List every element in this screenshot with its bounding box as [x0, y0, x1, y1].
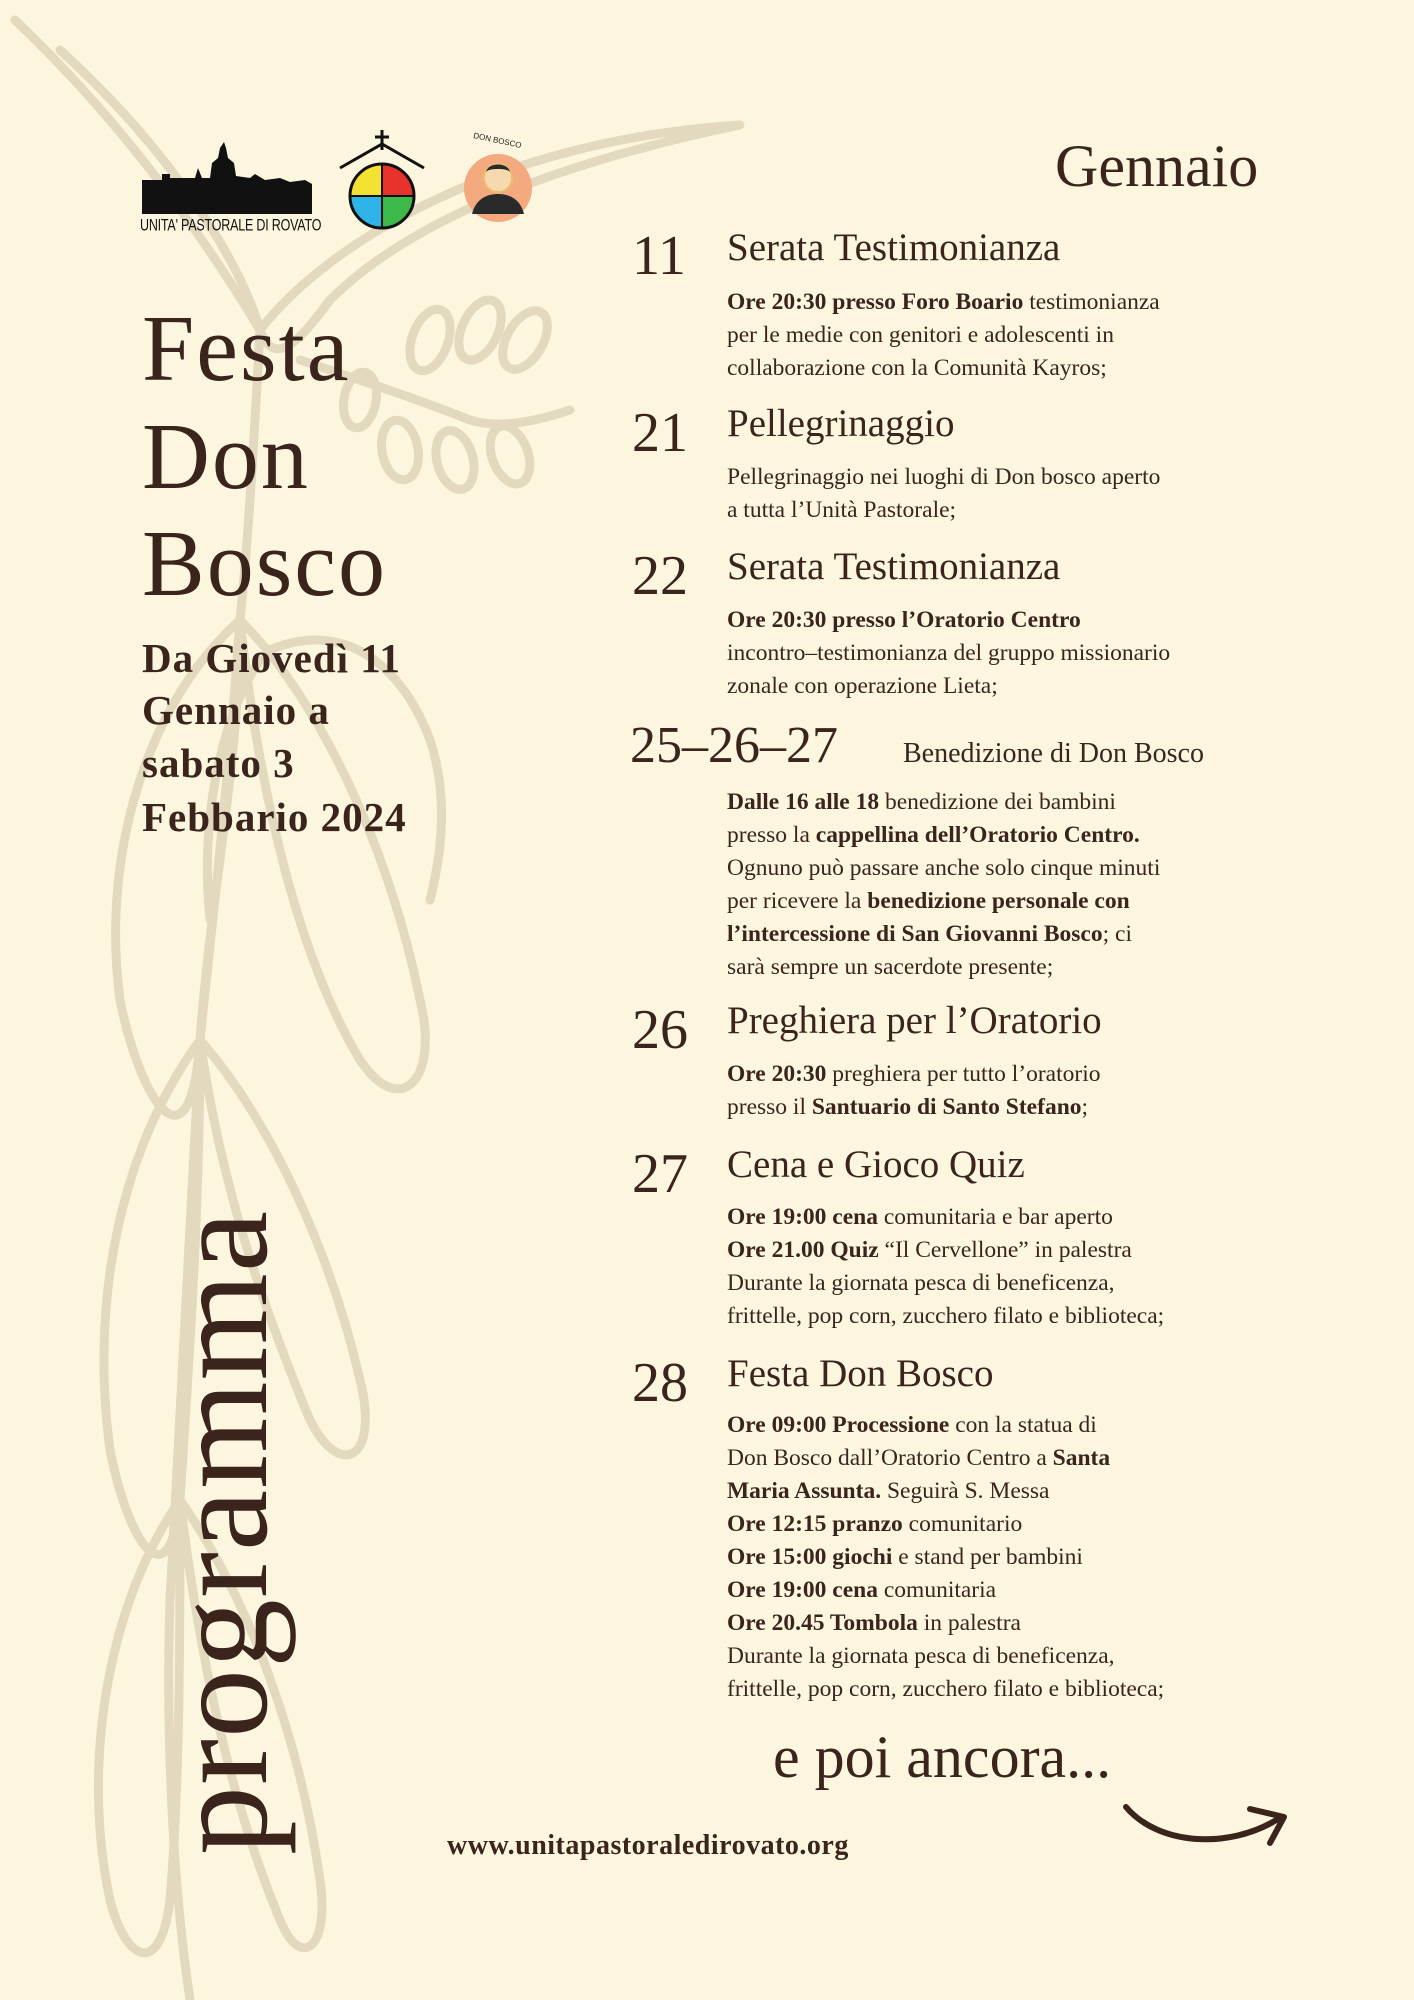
event-description-line [727, 1442, 1164, 1475]
bold-text: benedizione personale con [867, 888, 1130, 914]
event-description-line [727, 1673, 1164, 1706]
event-description-line [727, 951, 1160, 984]
event-description-line [727, 1640, 1164, 1673]
event-day: 25–26–27 [630, 717, 838, 774]
event-description-line [727, 1409, 1164, 1442]
text: comunitario [902, 1511, 1023, 1537]
bold-text: Ore 12:15 pranzo [727, 1511, 903, 1537]
event-description-line [727, 637, 1170, 670]
bold-text: Ore 20.45 Tombola [727, 1610, 918, 1636]
subtitle-line-2: Gennaio a [142, 687, 330, 733]
more-coming-text: e poi ancora... [773, 1724, 1112, 1790]
bold-text: Maria Assunta. [727, 1478, 882, 1504]
event-description-line [727, 286, 1160, 319]
month-heading: Gennaio [1055, 133, 1259, 199]
text: Pellegrinaggio nei luoghi di Don bosco aperto [727, 464, 1161, 490]
event-description-line [727, 1541, 1164, 1574]
text: incontro–testimonianza del gruppo missionario [727, 640, 1171, 666]
programma-vertical-label: programma [143, 1209, 296, 1855]
event-day: 28 [632, 1352, 688, 1414]
text: frittelle, pop corn, zucchero filato e biblioteca; [727, 1303, 1165, 1329]
bold-text: cappellina dell’Oratorio Centro. [815, 822, 1140, 848]
event-description-line [727, 1201, 1164, 1234]
event-description-line [727, 1267, 1164, 1300]
event-day: 22 [632, 545, 688, 607]
event-day: 27 [632, 1143, 688, 1205]
text: presso il [727, 1094, 812, 1120]
logos-row [140, 128, 540, 238]
curved-arrow-icon [1118, 1795, 1298, 1855]
event-description-line [727, 1607, 1164, 1640]
rovato-skyline-logo [140, 138, 315, 218]
event-description-line [727, 885, 1160, 918]
text: ; ci [1102, 921, 1132, 947]
event-description-line [727, 461, 1160, 494]
puzzle-church-logo [337, 128, 427, 238]
bold-text: Dalle 16 alle 18 [727, 789, 880, 815]
bold-text: Ore 15:00 giochi [727, 1544, 893, 1570]
event-description-line [727, 819, 1160, 852]
event-description-line [727, 1300, 1164, 1333]
text: e stand per bambini [892, 1544, 1083, 1570]
event-description-line [727, 1058, 1100, 1091]
event-description [727, 786, 1160, 984]
bold-text: Ore 21.00 Quiz [727, 1237, 879, 1263]
event-title: Festa Don Bosco [727, 1352, 994, 1395]
event-title: Serata Testimonianza [727, 545, 1061, 588]
event-description [727, 286, 1160, 385]
event-description-line [727, 918, 1160, 951]
text: presso la [727, 822, 816, 848]
event-description-line [727, 1091, 1100, 1124]
text: Don Bosco dall’Oratorio Centro a [727, 1445, 1053, 1471]
event-description-line [727, 352, 1160, 385]
bold-text: l’intercessione di San Giovanni Bosco [727, 921, 1103, 947]
bold-text: Ore 20:30 [727, 1061, 827, 1087]
event-description-line [727, 319, 1160, 352]
subtitle-line-1: Da Giovedì 11 [142, 635, 402, 681]
event-day: 21 [632, 402, 688, 464]
text: benedizione dei bambini [879, 789, 1116, 815]
text: Ognuno può passare anche solo cinque minuti [727, 855, 1161, 881]
title-line-1: Festa [142, 297, 351, 401]
text: Durante la giornata pesca di beneficenza, [727, 1270, 1115, 1296]
text: comunitaria e bar aperto [877, 1204, 1113, 1230]
event-title: Preghiera per l’Oratorio [727, 999, 1102, 1042]
title-line-3: Bosco [142, 512, 387, 616]
subtitle-line-4: Febbario 2024 [142, 794, 407, 840]
event-description [727, 604, 1170, 703]
text: per ricevere la [727, 888, 868, 914]
skyline-logo-text: UNITA' PASTORALE DI ROVATO [140, 216, 322, 235]
bold-text: Ore 20:30 presso Foro Boario [727, 289, 1024, 315]
event-description-line [727, 1508, 1164, 1541]
text: Durante la giornata pesca di beneficenza, [727, 1643, 1115, 1669]
event-description [727, 461, 1160, 527]
event-description-line [727, 852, 1160, 885]
bold-text: Ore 19:00 cena [727, 1204, 878, 1230]
website-link[interactable]: www.unitapastoraledirovato.org [447, 1830, 849, 1861]
text: testimonianza [1023, 289, 1160, 315]
text: frittelle, pop corn, zucchero filato e biblioteca; [727, 1676, 1165, 1702]
event-title: Cena e Gioco Quiz [727, 1143, 1025, 1186]
bold-text: Santa [1052, 1445, 1111, 1471]
event-day: 26 [632, 999, 688, 1061]
don-bosco-badge [458, 140, 538, 228]
event-description-line [727, 1574, 1164, 1607]
title-line-2: Don [142, 405, 310, 509]
don-bosco-badge-text: DON BOSCO [472, 131, 523, 150]
event-title: Serata Testimonianza [727, 226, 1061, 269]
subtitle-line-3: sabato 3 [142, 740, 295, 786]
event-description-line [727, 604, 1170, 637]
event-day: 11 [632, 225, 686, 287]
text: a tutta l’Unità Pastorale; [727, 497, 957, 523]
event-description [727, 1409, 1164, 1706]
event-description-line [727, 1234, 1164, 1267]
event-description-line [727, 670, 1170, 703]
text: Seguirà S. Messa [881, 1478, 1050, 1504]
text: “Il Cervellone” in palestra [878, 1237, 1132, 1263]
event-description [727, 1201, 1164, 1333]
event-description-line [727, 494, 1160, 527]
text: collaborazione con la Comunità Kayros; [727, 355, 1107, 381]
text: per le medie con genitori e adolescenti in [727, 322, 1114, 348]
text: comunitaria [877, 1577, 997, 1603]
text: in palestra [917, 1610, 1021, 1636]
text: preghiera per tutto l’oratorio [826, 1061, 1101, 1087]
text: zonale con operazione Lieta; [727, 673, 998, 699]
event-description-line [727, 786, 1160, 819]
event-description-line [727, 1475, 1164, 1508]
bold-text: Ore 09:00 Processione [727, 1412, 950, 1438]
bold-text: Santuario di Santo Stefano [811, 1094, 1082, 1120]
text: sarà sempre un sacerdote presente; [727, 954, 1054, 980]
text: con la statua di [949, 1412, 1097, 1438]
event-description [727, 1058, 1100, 1124]
text: ; [1081, 1094, 1089, 1120]
bold-text: Ore 20:30 presso l’Oratorio Centro [727, 607, 1081, 633]
event-title: Benedizione di Don Bosco [903, 738, 1204, 769]
bold-text: Ore 19:00 cena [727, 1577, 878, 1603]
event-title: Pellegrinaggio [727, 402, 955, 445]
